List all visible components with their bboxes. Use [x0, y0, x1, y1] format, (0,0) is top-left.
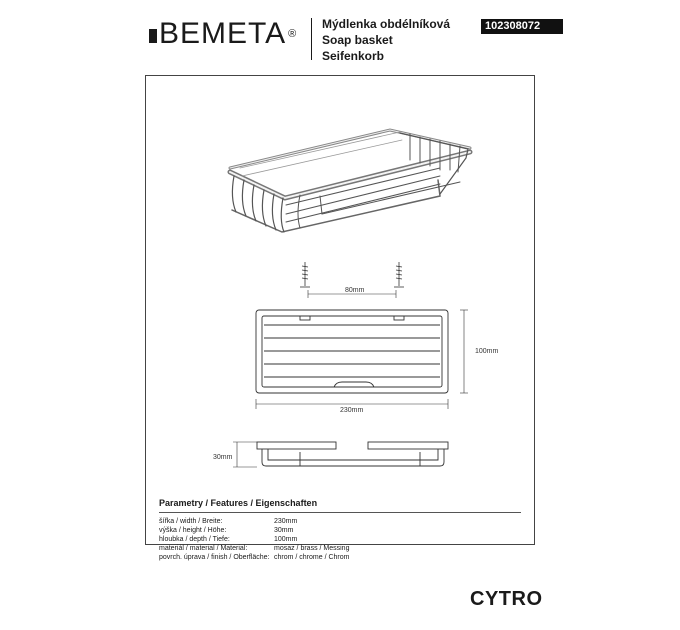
features-divider	[159, 512, 521, 513]
feature-row	[159, 517, 521, 526]
dim-depth-label: 100mm	[475, 348, 499, 355]
product-name: CYTRO	[470, 588, 543, 610]
brand-name: BEMETA	[159, 17, 287, 50]
title-cz: Mýdlenka obdélníková	[322, 17, 451, 31]
basket-render	[230, 130, 470, 232]
feature-label: výška / height / Höhe:	[159, 527, 227, 534]
title-de: Seifenkorb	[322, 49, 385, 63]
feature-value: chrom / chrome / Chrom	[274, 554, 350, 561]
feature-label: šířka / width / Breite:	[159, 518, 223, 525]
features-title: Parametry / Features / Eigenschaften	[159, 498, 318, 508]
dim-height-label: 30mm	[213, 454, 233, 461]
feature-row	[159, 544, 521, 553]
feature-row	[159, 535, 521, 544]
dim-height-line	[233, 442, 257, 467]
side-view	[257, 442, 448, 466]
registered-mark: ®	[288, 28, 297, 40]
feature-row	[159, 553, 521, 562]
feature-row	[159, 526, 521, 535]
features-section	[159, 498, 521, 562]
feature-value: 30mm	[274, 527, 294, 534]
feature-label: povrch. úprava / finish / Oberfläche:	[159, 554, 270, 561]
title-en: Soap basket	[322, 33, 393, 47]
feature-value: 230mm	[274, 518, 298, 525]
feature-value: 100mm	[274, 536, 298, 543]
product-code: 102308072	[481, 19, 563, 34]
dim-width-label: 230mm	[340, 407, 364, 414]
feature-value: mosaz / brass / Messing	[274, 545, 350, 552]
mounting-screws	[300, 262, 404, 287]
dim-mount-label: 80mm	[345, 287, 365, 294]
top-view	[256, 310, 448, 393]
feature-label: materiál / material / Material:	[159, 545, 248, 552]
dim-depth-line	[460, 310, 468, 393]
feature-label: hloubka / depth / Tiefe:	[159, 536, 230, 543]
